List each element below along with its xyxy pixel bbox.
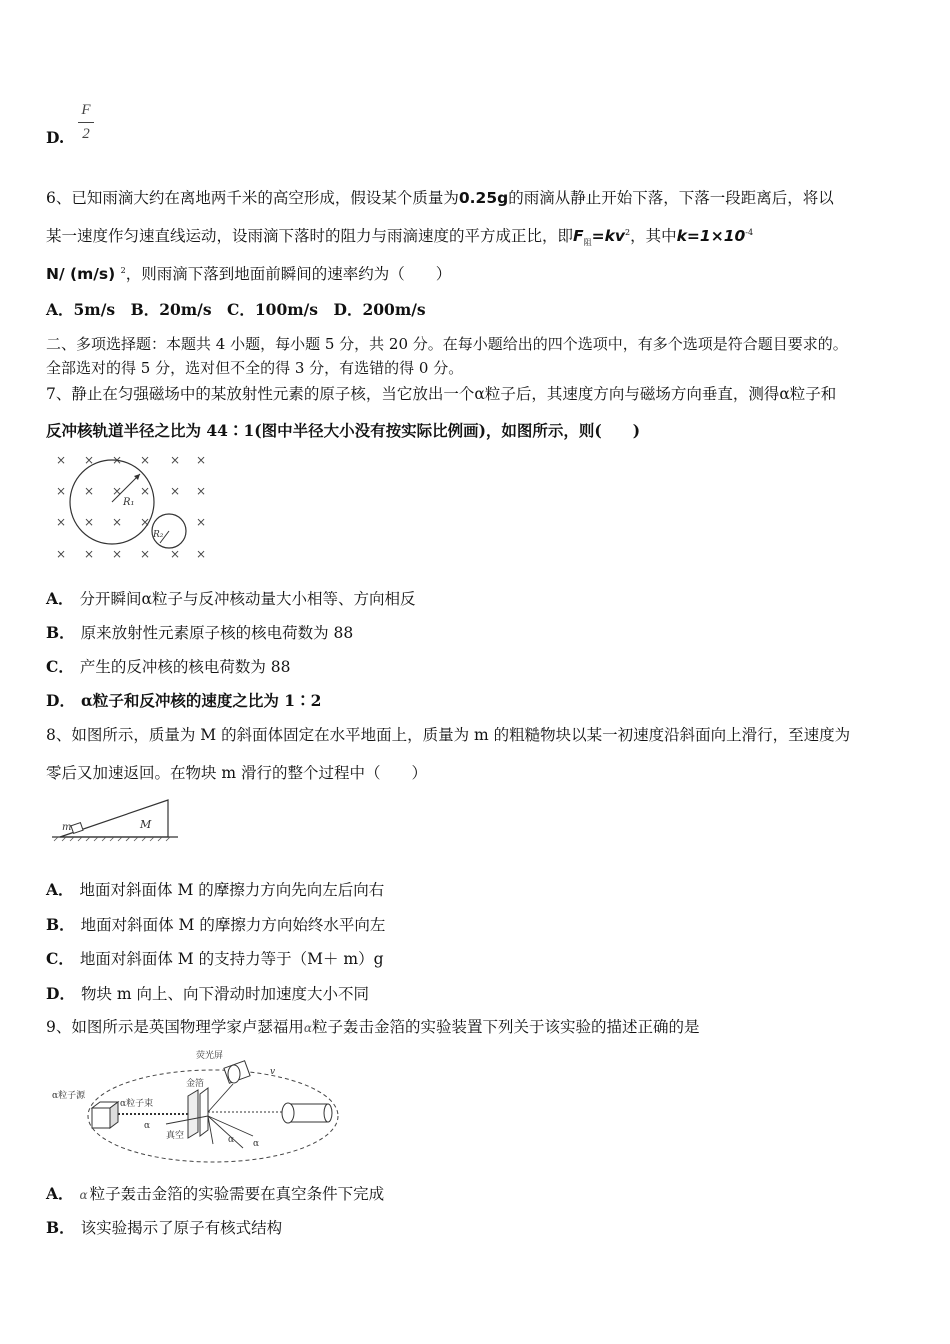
section2-line1: 二、多项选择题：本题共 4 小题，每小题 5 分，共 20 分。在每小题给出的四个选项中，有多个选项是符合题目要求的。 xyxy=(46,335,848,353)
svg-text:×: × xyxy=(140,515,151,529)
block-m-label: m xyxy=(62,822,72,833)
svg-text:×: × xyxy=(170,484,181,498)
fraction-denominator: 2 xyxy=(82,126,90,142)
q8-option-a: A． 地面对斜面体 M 的摩擦力方向先向左后向右 xyxy=(46,880,385,899)
svg-text:×: × xyxy=(112,547,123,561)
q6-line2: 某一速度作匀速直线运动，设雨滴下落时的阻力与雨滴速度的平方成正比，即$F_阻=kv^2$，其中$k=1\times 10^{-4}$ xyxy=(46,227,754,248)
label-foil: 金箔 xyxy=(186,1079,205,1089)
fluorescent-screen-microscope xyxy=(224,1061,250,1084)
alpha-symbol: α xyxy=(303,1021,312,1035)
label-beam: α粒子束 xyxy=(120,1099,154,1109)
label-vacuum: 真空 xyxy=(166,1131,185,1141)
q9-option-b: B． 该实验揭示了原子有核式结构 xyxy=(46,1218,283,1237)
incline-M-label: M xyxy=(140,818,152,831)
svg-text:×: × xyxy=(84,547,95,561)
svg-text:×: × xyxy=(56,515,67,529)
svg-text:×: × xyxy=(170,453,181,467)
q7-line2: 反冲核轨道半径之比为 44∶1(图中半径大小没有按实际比例画)，如图所示，则( ) xyxy=(46,421,641,440)
r1-label: R₁ xyxy=(123,497,135,508)
q7-option-d: D． α粒子和反冲核的速度之比为 1∶2 xyxy=(46,691,322,710)
q9-line1: 9、如图所示是英国物理学家卢瑟福用α粒子轰击金箔的实验装置下列关于该实验的描述正确的是 xyxy=(46,1018,700,1036)
q8-line2: 零后又加速返回。在物块 m 滑行的整个过程中（ ） xyxy=(46,764,428,782)
svg-text:×: × xyxy=(112,453,123,467)
r2-label: R₂ xyxy=(153,530,164,540)
q6-options: A．5m/s B．20m/s C．100m/s D．200m/s xyxy=(46,300,426,319)
q8-option-d: D． 物块 m 向上、向下滑动时加速度大小不同 xyxy=(46,984,370,1003)
q9-option-a: A． α 粒子轰击金箔的实验需要在真空条件下完成 xyxy=(46,1184,385,1203)
q7-line1: 7、静止在匀强磁场中的某放射性元素的原子核，当它放出一个α粒子后，其速度方向与磁场方向垂直，测得α粒子和 xyxy=(46,385,837,403)
svg-text:×: × xyxy=(140,484,151,498)
svg-text:×: × xyxy=(84,515,95,529)
svg-text:×: × xyxy=(196,547,207,561)
svg-text:×: × xyxy=(56,453,67,467)
q6-k-value: k=1×10 xyxy=(676,227,746,245)
q7-option-a: A． 分开瞬间α粒子与反冲核动量大小相等、方向相反 xyxy=(46,589,416,608)
incline-figure xyxy=(48,792,183,850)
prev-option-d-label: D. xyxy=(46,128,65,147)
alpha-source-box xyxy=(92,1102,118,1128)
scatter-arrows xyxy=(166,1084,288,1148)
label-v: v xyxy=(270,1067,276,1077)
q8-option-c: C． 地面对斜面体 M 的支持力等于（M＋ m）g xyxy=(46,949,384,968)
gold-foil xyxy=(188,1088,208,1138)
label-alpha-3: α xyxy=(253,1139,260,1149)
label-alpha-2: α xyxy=(228,1135,235,1145)
fraction-numerator: F xyxy=(81,102,91,118)
q7-option-b: B． 原来放射性元素原子核的核电荷数为 88 xyxy=(46,623,354,642)
q8-option-b: B． 地面对斜面体 M 的摩擦力方向始终水平向左 xyxy=(46,915,386,934)
rutherford-apparatus-figure xyxy=(48,1046,343,1171)
svg-text:×: × xyxy=(56,484,67,498)
svg-text:×: × xyxy=(140,453,151,467)
svg-text:×: × xyxy=(196,484,207,498)
q6-mass: 0.25g xyxy=(458,189,509,207)
block-m xyxy=(71,823,83,834)
svg-text:×: × xyxy=(196,453,207,467)
microscope-right xyxy=(282,1103,332,1123)
fraction-f-over-2 xyxy=(78,102,94,143)
svg-text:×: × xyxy=(84,453,95,467)
label-source: α粒子源 xyxy=(52,1091,86,1101)
q8-line1: 8、如图所示，质量为 M 的斜面体固定在水平地面上，质量为 m 的粗糙物块以某一初速度沿斜面向上滑行，至速度为 xyxy=(46,726,851,744)
svg-text:×: × xyxy=(196,515,207,529)
q7-option-c: C． 产生的反冲核的核电荷数为 88 xyxy=(46,657,291,676)
magnetic-field-figure xyxy=(50,450,215,565)
svg-text:×: × xyxy=(112,515,123,529)
svg-text:×: × xyxy=(140,547,151,561)
svg-text:×: × xyxy=(112,484,123,498)
q6-line1: 6、已知雨滴大约在离地两千米的高空形成，假设某个质量为0.25g的雨滴从静止开始下落，下落一段距离后，将以 xyxy=(46,189,834,207)
svg-text:×: × xyxy=(84,484,95,498)
svg-text:×: × xyxy=(56,547,67,561)
svg-text:×: × xyxy=(170,547,181,561)
label-alpha-1: α xyxy=(144,1121,151,1131)
section2-line2: 全部选对的得 5 分，选对但不全的得 3 分，有选错的得 0 分。 xyxy=(46,359,464,377)
q6-line3: N/ (m/s) $^2$，则雨滴下落到地面前瞬间的速率约为（ ） xyxy=(46,265,452,283)
label-screen: 荧光屏 xyxy=(196,1051,224,1061)
